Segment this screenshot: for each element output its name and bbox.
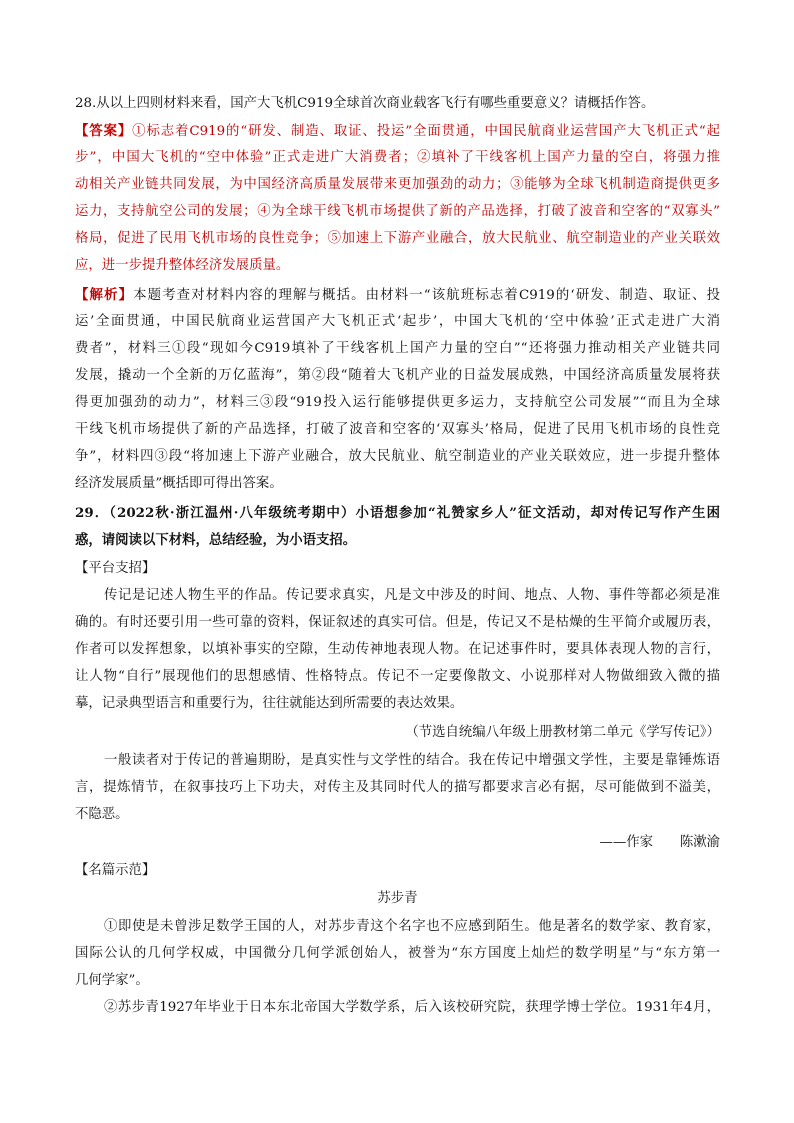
analysis-text: 本题考查对材料内容的理解与概括。由材料一“该航班标志着C919的‘研发、制造、取证、投 [133,288,720,303]
platform-para1-line-3: 作者可以发挥想象，以填补事实的空隙，生动传神地表现人物。在记述事件时，要具体表现人物的言行， [75,642,720,657]
q28-analysis-line-3: 费者”，材料三①段“现如今C919填补了干线客机上国产力量的空白”“还将强力推动相关产业链共同 [75,341,720,356]
essay-title: 苏步青 [377,891,418,906]
essay-line-1: ①即使是未曾涉足数学王国的人，对苏步青这个名字也不应感到陌生。他是著名的数学家、教育家， [104,919,720,934]
platform-heading: 【平台支招】 [75,561,156,576]
answer-tag: 【答案】 [75,123,133,139]
platform-para2-line-2: 言，提炼情节，在叙事技巧上下功夫，对传主及其同时代人的描写都要求言必有据，尽可能做到不溢美， [75,780,720,795]
platform-para1-line-5: 摹，记录典型语言和重要行为，往往就能达到所需要的表达效果。 [75,696,464,711]
analysis-tag: 【解析】 [75,287,134,303]
essay-line-4: ②苏步青1927年毕业于日本东北帝国大学数学系，后入该校研究院，获理学博士学位。1931年4月， [104,1000,720,1015]
platform-para1-line-1: 传记是记述人物生平的作品。传记要求真实，凡是文中涉及的时间、地点、人物、事件等都必须是准 [104,588,720,603]
source-note: （节选自统编八年级上册教材第二单元《学写传记》） [405,725,720,740]
q28-analysis-line-4: 发展，撬动一个全新的万亿蓝海”，第②段“随着大飞机产业的日益发展成熟，中国经济高质量发展将获 [75,368,720,383]
q28-question: 28.从以上四则材料来看，国产大飞机C919全球首次商业载客飞行有哪些重要意义？请概括作答。 [75,96,655,111]
platform-para1-line-4: 让人物“自行”展现他们的思想感情、性格特点。传记不一定要像散文、小说那样对人物做细致入微的描 [75,669,720,684]
q28-answer-line-5: 格局，促进了民用飞机市场的良性竞争；⑤加速上下游产业融合，放大民航业、航空制造业的产业关联效 [75,231,720,246]
q28-analysis-line-6: 干线飞机市场提供了新的产品选择，打破了波音和空客的‘双寡头’格局，促进了民用飞机市场的良性竞 [75,422,720,437]
q28-analysis-line-5: 得更加强劲的动力”，材料三③段“919投入运行能够提供更多运力，支持航空公司发展”“而且为全球 [75,395,720,410]
q28-analysis-line-8: 经济发展质量”概括即可得出答案。 [75,476,283,491]
q28-analysis-line-2: 运’全面贯通，中国民航商业运营国产大飞机正式‘起步’，中国大飞机的‘空中体验’正式走进广大消 [75,314,720,329]
model-heading: 【名篇示范】 [75,863,156,878]
platform-para2-line-3: 不隐恶。 [75,807,129,822]
platform-para1-line-2: 确的。有时还要引用一些可靠的资料，保证叙述的真实可信。但是，传记又不是枯燥的生平简介或履历表， [75,615,720,630]
author-note: ——作家 陈漱渝 [599,835,720,850]
q28-answer-line-4: 运力，支持航空公司的发展；④为全球干线飞机市场提供了新的产品选择，打破了波音和空客的“双寡头” [75,204,720,219]
q28-analysis-line-7: 争”，材料四③段“将加速上下游产业融合，放大民航业、航空制造业的产业关联效应，进一步提升整体 [75,449,720,464]
answer-text: ①标志着C919的“研发、制造、取证、投运”全面贯通，中国民航商业运营国产大飞机正式“起 [132,124,720,139]
q29-question-line-2: 惑，请阅读以下材料，总结经验，为小语支招。 [75,532,357,548]
q28-answer-line-6: 应，进一步提升整体经济发展质量。 [75,258,290,273]
q28-answer-line-3: 动相关产业链共同发展，为中国经济高质量发展带来更加强劲的动力；③能够为全球飞机制造商提供更多 [75,177,720,192]
q28-answer-line-1 [75,118,720,145]
q28-answer-line-2: 步”，中国大飞机的“空中体验”正式走进广大消费者；②填补了干线客机上国产力量的空白，将强力推 [75,150,720,165]
q29-question-line-1: 29．（2022秋·浙江温州·八年级统考期中）小语想参加“礼赞家乡人”征文活动，却对传记写作产生困 [75,505,720,521]
q28-analysis-line-1 [75,282,720,309]
essay-line-3: 几何学家”。 [75,973,149,988]
platform-para2-line-1: 一般读者对于传记的普遍期盼，是真实性与文学性的结合。我在传记中增强文学性，主要是靠锤炼语 [104,753,720,768]
essay-line-2: 国际公认的几何学权威，中国微分几何学派创始人，被誉为“东方国度上灿烂的数学明星”与“东方第一 [75,946,720,961]
